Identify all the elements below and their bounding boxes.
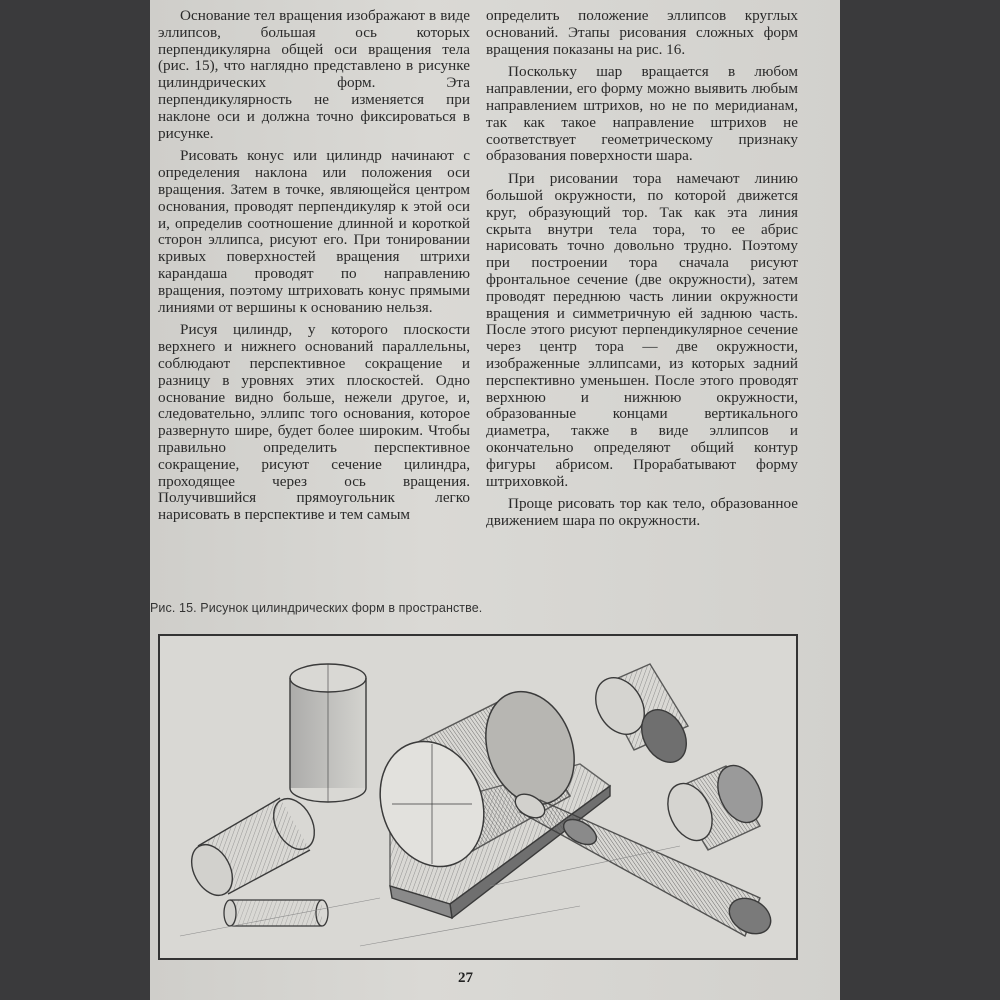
cylinders-drawing [160,636,796,958]
figure-caption: Рис. 15. Рисунок цилиндрических форм в пространстве. [150,601,483,615]
book-page [150,0,840,1000]
paragraph: При рисовании тора намечают линию большой окружности, по которой движется круг, образующий тор. Так как эта линия скрыта внутри тела тора, то ее абрис нарисовать точно довольно трудно. Поэтому при построении тора сначала рисуют фронтальное сечение (две окружности), затем проводят переднюю часть линии окружности вращения и симметричную ей заднюю часть. После этого рисуют перпендикулярное сечение через центр тора — две окружности, изображенные эллипсами, из которых задний перспективно уменьшен. После этого проводят верхнюю и нижнюю окружности, образованные концами вертикального диаметра, также в виде эллипсов и окончательно определяют общий контур фигуры абрисом. Прорабатывают форму штриховкой. [486,170,798,490]
paragraph: Проще рисовать тор как тело, образованное движением шара по окружности. [486,495,798,530]
tilted-cylinder-left [183,792,322,903]
paragraph: Рисуя цилиндр, у которого плоскости верхнего и нижнего оснований параллельны, соблюдают перспективное сокращение и разницу в уровнях этих плоскостей. Одно основание видно больше, нежели другое, и, следовательно, эллипс того основания, которое развернуто шире, будет более широким. Чтобы правильно определить перспективное сокращение, рисуют сечение цилиндра, проходящее через ось вращения. Получившийся прямоугольник легко нарисовать в перспективе и тем самым [158,321,470,524]
tilted-cylinder-top-right [586,664,695,770]
paragraph-continued: определить положение эллипсов круглых оснований. Этапы рисования сложных форм вращения показаны на рис. 16. [486,7,798,58]
right-text-column [486,8,798,536]
figure-illustration [158,634,798,960]
small-cylinder [224,900,328,926]
paragraph: Поскольку шар вращается в любом направлении, его форму можно выявить любым направлением штрихов, но не по меридианам, так как такое направление штрихов не соответствует геометрическому признаку образования поверхности шара. [486,63,798,165]
page-number: 27 [458,970,473,986]
left-text-column [158,8,470,530]
paragraph: Основание тел вращения изображают в виде эллипсов, большая ось которых перпендикулярна общей оси вращения тела (рис. 15), что наглядно представлено в рисунке цилиндрических форм. Эта перпендикулярность не изменяется при наклоне оси и должна точно фиксироваться в рисунке. [158,7,470,142]
tilted-cylinder-right [659,758,771,850]
standing-cylinder [290,664,366,802]
paragraph: Рисовать конус или цилиндр начинают с определения наклона или положения оси вращения. Затем в точке, являющейся центром основания, проводят перпендикуляр к этой оси и, определив соотношение длинной и короткой сторон эллипса, рисуют его. При тонировании кривых поверхностей вращения штрихи карандаша проводят по направлению вращения, поэтому штриховать конус прямыми линиями от вершины к основанию нельзя. [158,147,470,316]
